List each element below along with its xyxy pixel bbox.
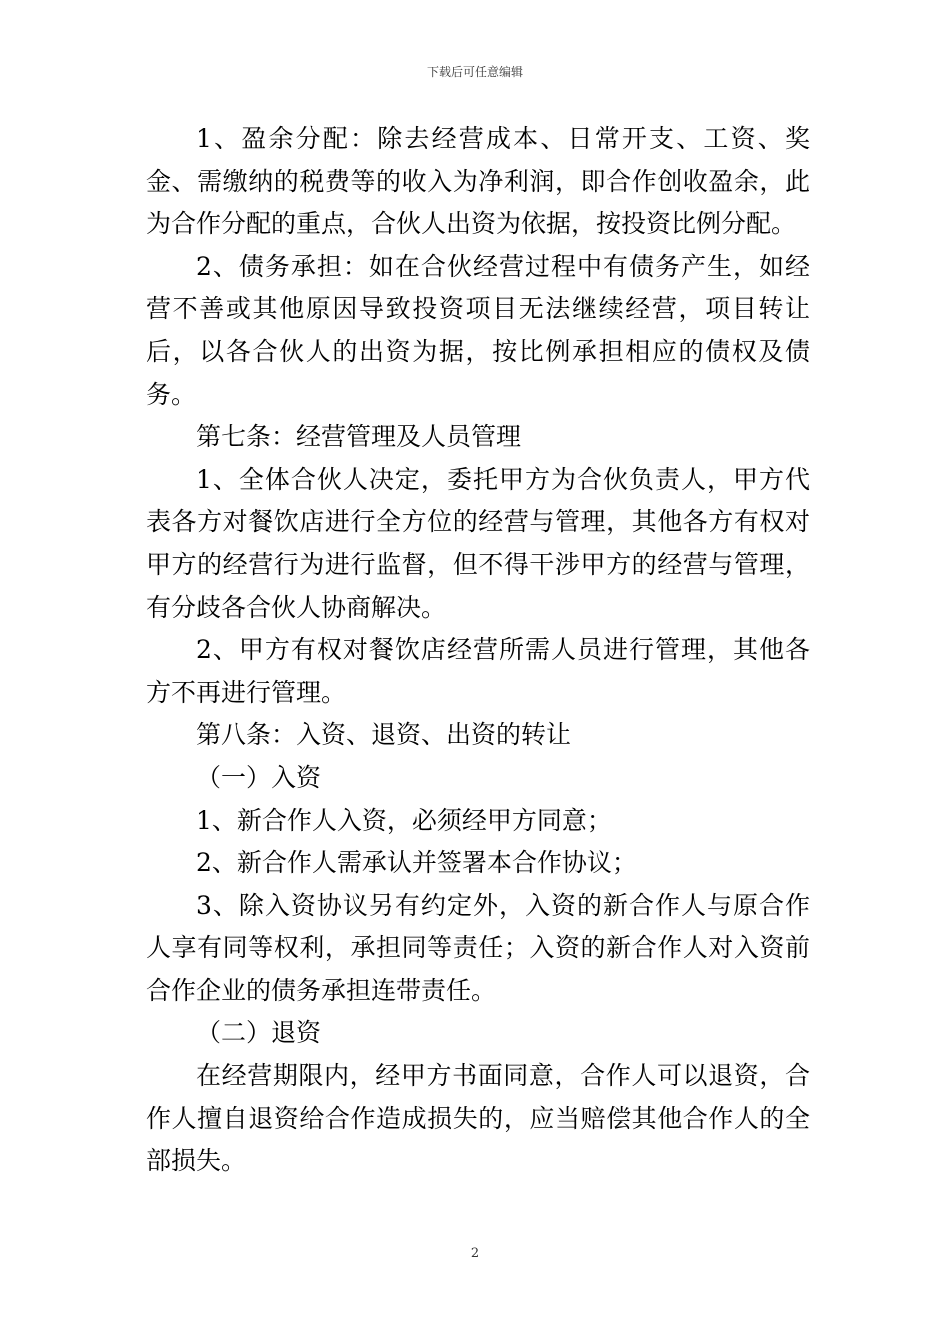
section-capital-withdrawal-heading: （二）退资 <box>196 1018 322 1048</box>
paragraph-entry-sign-agreement: 2、新合作人需承认并签署本合作协议； <box>196 848 637 878</box>
page-number: 2 <box>470 1246 480 1261</box>
page-header: 下载后可任意编辑 <box>426 65 523 79</box>
paragraph-staff-management: 2、甲方有权对餐饮店经营所需人员进行管理，其他各方不再进行管理。 <box>146 635 810 707</box>
paragraph-entry-consent: 1、新合作人入资，必须经甲方同意； <box>196 805 612 835</box>
paragraph-management-delegation: 1、全体合伙人决定，委托甲方为合伙负责人，甲方代表各方对餐饮店进行全方位的经营与管理，其他各方有权对甲方的经营行为进行监督，但不得干涉甲方的经营与管理，有分歧各合伙人协商解决。 <box>146 464 810 622</box>
paragraph-debt-bearing: 2、债务承担：如在合伙经营过程中有债务产生，如经营不善或其他原因导致投资项目无法继续经营，项目转让后，以各合伙人的出资为据，按比例承担相应的债权及债务。 <box>146 251 810 409</box>
paragraph-surplus-distribution: 1、盈余分配：除去经营成本、日常开支、工资、奖金、需缴纳的税费等的收入为净利润，即合作创收盈余，此为合作分配的重点，合伙人出资为依据，按投资比例分配。 <box>146 124 810 239</box>
paragraph-entry-equal-rights: 3、除入资协议另有约定外，入资的新合作人与原合作人享有同等权利，承担同等责任；入资的新合作人对入资前合作企业的债务承担连带责任。 <box>146 890 810 1005</box>
article-8-heading: 第八条：入资、退资、出资的转让 <box>196 720 572 750</box>
document-body <box>146 118 810 1183</box>
paragraph-withdrawal-terms: 在经营期限内，经甲方书面同意，合作人可以退资，合作人擅自退资给合作造成损失的，应当赔偿其他合作人的全部损失。 <box>146 1061 810 1176</box>
article-7-heading: 第七条：经营管理及人员管理 <box>196 422 522 452</box>
section-capital-entry-heading: （一）入资 <box>196 762 322 792</box>
